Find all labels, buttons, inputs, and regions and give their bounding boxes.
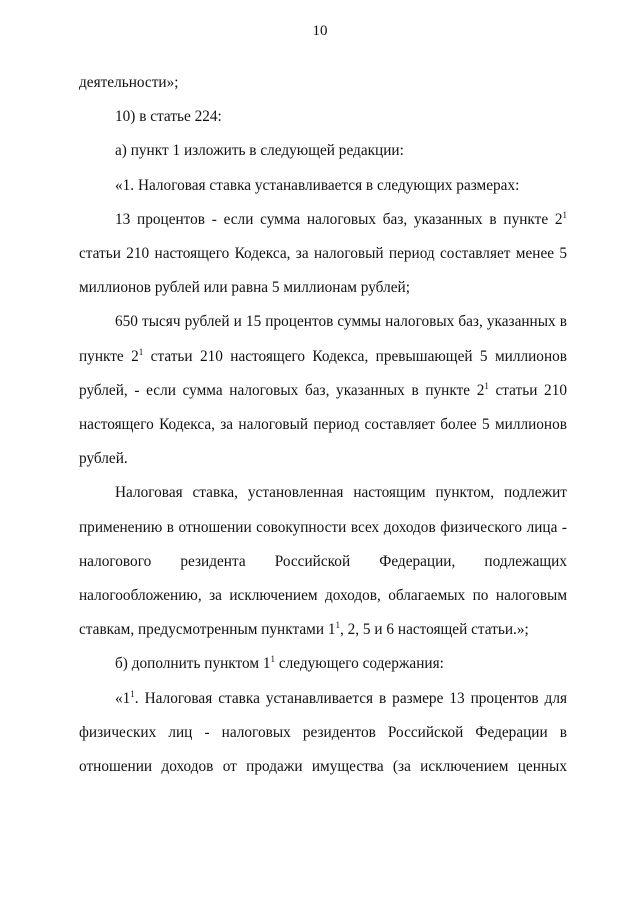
text-run: «1 bbox=[115, 689, 131, 707]
paragraph-p2 bbox=[79, 100, 567, 134]
text-run: б) дополнить пунктом 1 bbox=[115, 655, 271, 673]
text-run: 10) в статье 224: bbox=[115, 108, 222, 126]
superscript: 1 bbox=[335, 620, 340, 631]
text-run: 650 тысяч рублей и 15 процентов суммы налоговых баз, указанных в пункте 2 bbox=[79, 313, 567, 365]
text-run: . Налоговая ставка устанавливается в размере 13 процентов для физических лиц - налоговых резидентов Российской Федерации в отношении доходов от продажи имущества (за исключением ценных bbox=[79, 689, 567, 776]
text-run: деятельности»; bbox=[79, 74, 179, 91]
superscript: 1 bbox=[484, 380, 489, 391]
superscript: 1 bbox=[138, 346, 144, 357]
paragraph-p4 bbox=[79, 169, 567, 203]
paragraph-p6 bbox=[79, 305, 567, 476]
paragraph-p8 bbox=[79, 647, 567, 681]
text-run: , 2, 5 и 6 настоящей статьи.»; bbox=[339, 621, 529, 639]
text-run: «1. Налоговая ставка устанавливается в следующих размерах: bbox=[115, 176, 520, 194]
page-number: 10 bbox=[312, 23, 328, 39]
superscript: 1 bbox=[270, 654, 276, 665]
text-run: следующего содержания: bbox=[275, 655, 444, 673]
text-run: статьи 210 настоящего Кодекса, за налоговый период составляет менее 5 миллионов рублей или равна 5 миллионам рублей; bbox=[79, 245, 567, 297]
text-run: 13 процентов - если сумма налоговых баз, указанных в пункте 2 bbox=[115, 210, 563, 228]
text-run: Налоговая ставка, установленная настоящим пунктом, подлежит применению в отношении совокупности всех доходов физического лица - налогового резидента Российской Федерации, подлежащих налогообложению, за исключением доходов, облагаемых по налоговым ставкам, предусмотренным пунктами 1 bbox=[79, 484, 567, 639]
paragraph-p5 bbox=[79, 203, 567, 306]
superscript: 1 bbox=[130, 688, 135, 699]
paragraph-p9 bbox=[79, 682, 567, 785]
paragraph-p7 bbox=[79, 476, 567, 647]
text-run: а) пункт 1 изложить в следующей редакции: bbox=[115, 142, 404, 160]
superscript: 1 bbox=[562, 209, 567, 220]
document-body bbox=[79, 66, 567, 784]
text-run: статьи 210 настоящего Кодекса, за налоговый период составляет более 5 миллионов рублей. bbox=[79, 381, 567, 468]
paragraph-p1 bbox=[79, 66, 567, 100]
text-run: статьи 210 настоящего Кодекса, превышающей 5 миллионов рублей, - если сумма налоговых баз, указанных в пункте 2 bbox=[79, 347, 567, 399]
paragraph-p3 bbox=[79, 134, 567, 168]
